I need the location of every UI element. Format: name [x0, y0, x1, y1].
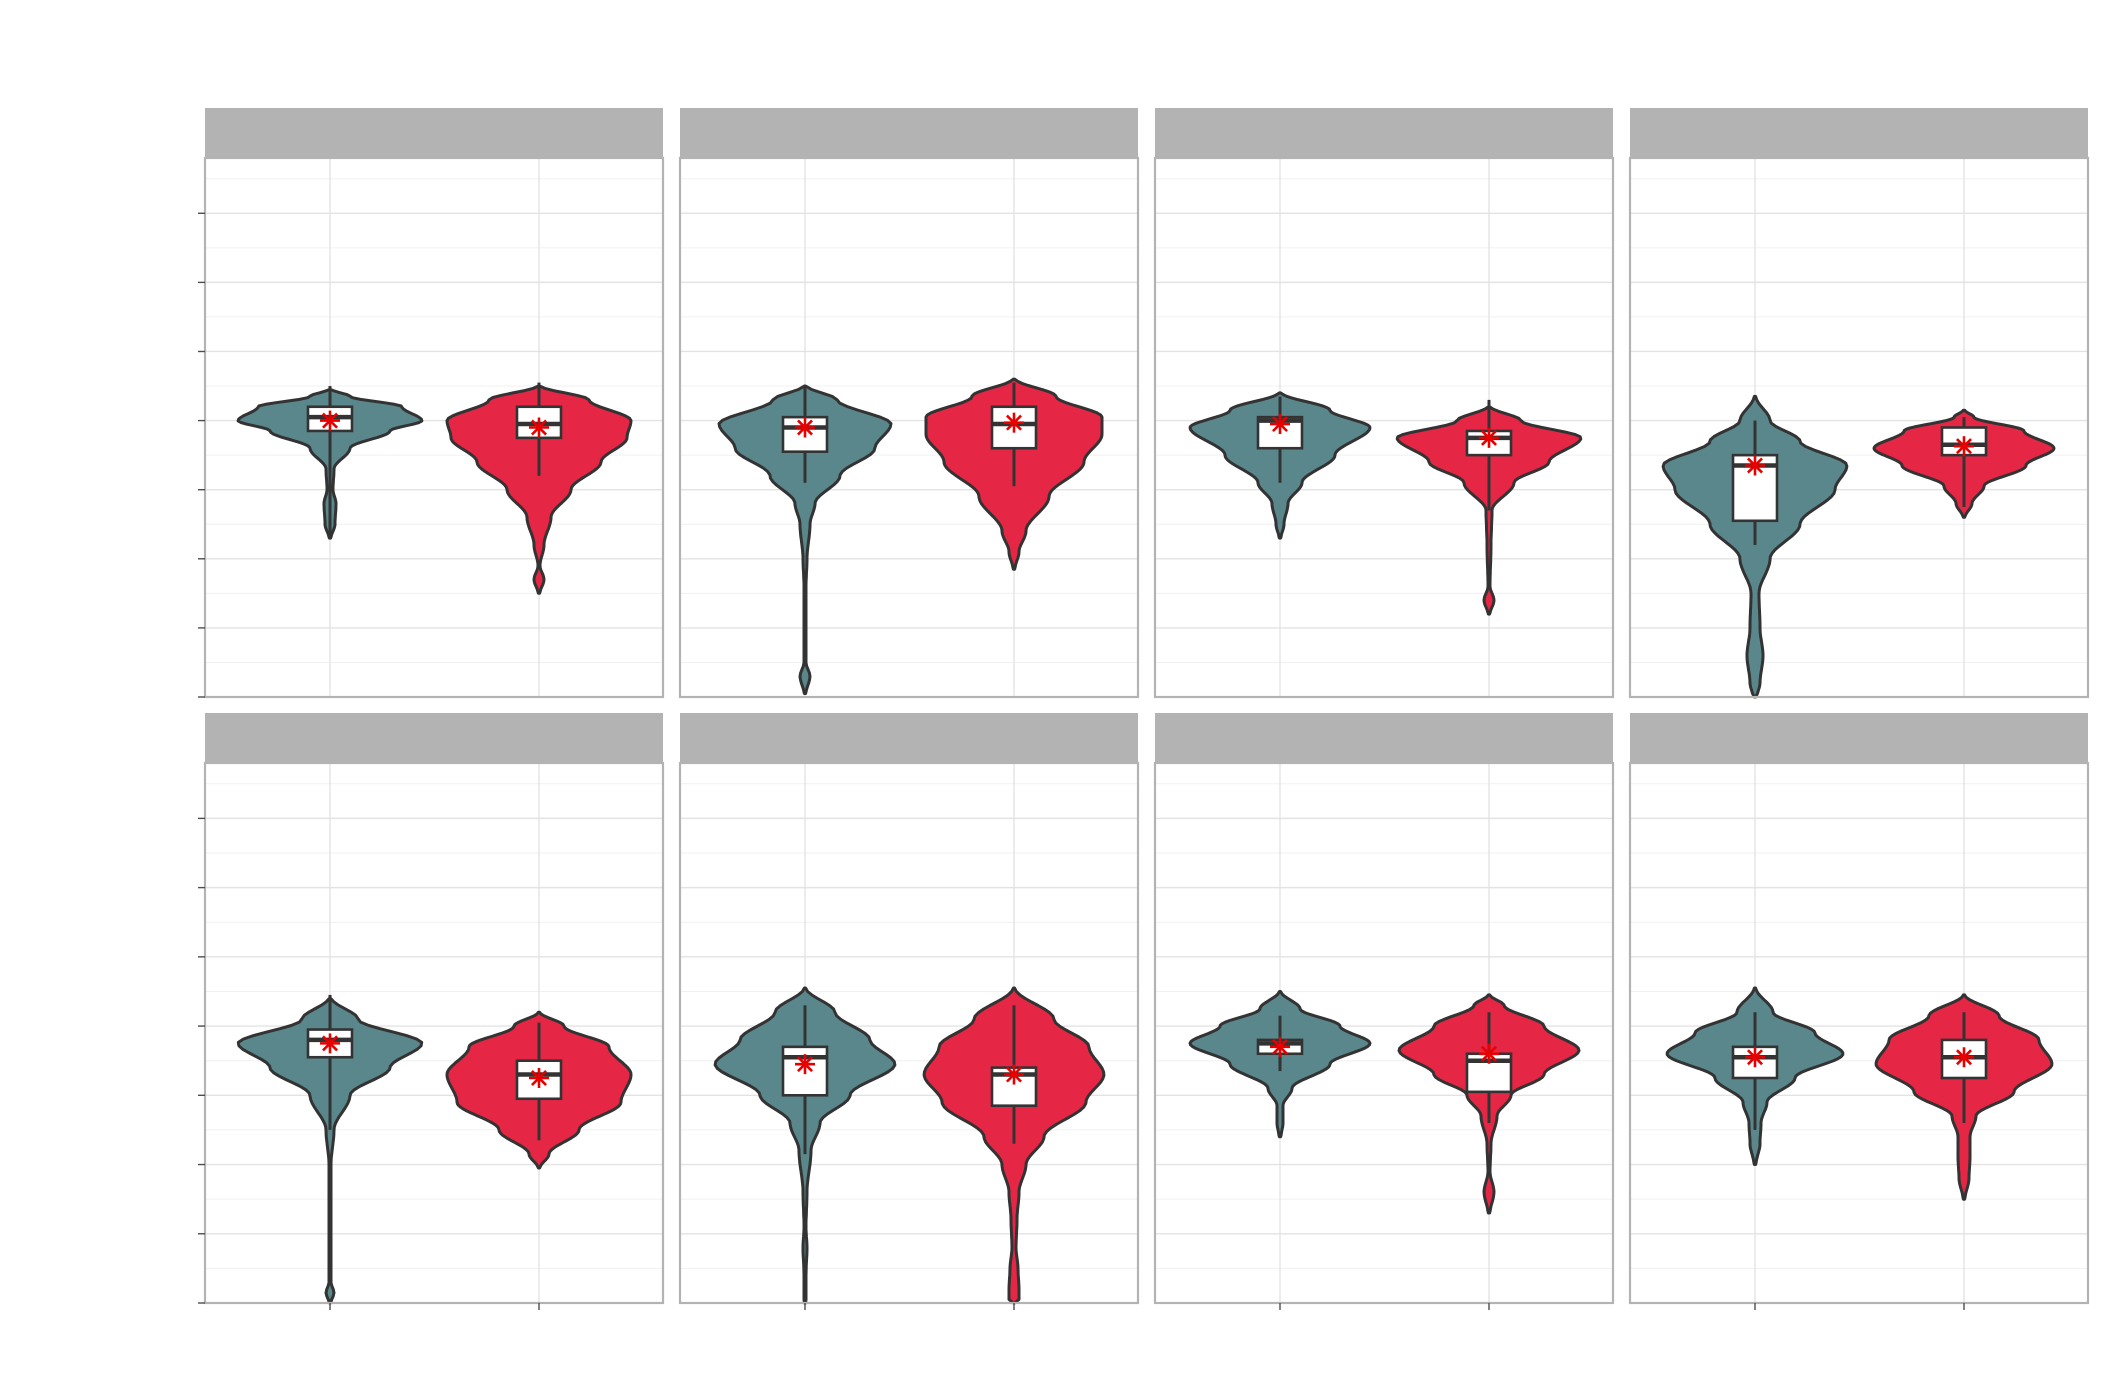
facet-strip: [680, 713, 1138, 763]
facet-panel: [198, 108, 663, 697]
mean-marker: [1954, 1047, 1974, 1067]
facet-strip: [1630, 713, 2088, 763]
mean-marker: [795, 418, 815, 438]
mean-marker: [795, 1054, 815, 1074]
facet-strip: [205, 108, 663, 158]
facet-panel: [198, 713, 663, 1310]
facet-strip: [1630, 108, 2088, 158]
mean-marker: [1745, 456, 1765, 476]
facet-strip: [680, 108, 1138, 158]
facet-panel: [1155, 108, 1613, 697]
facet-panel: [1155, 713, 1613, 1310]
facet-panel: [1630, 713, 2088, 1310]
mean-marker: [529, 1068, 549, 1088]
mean-marker: [1270, 1037, 1290, 1057]
mean-marker: [1745, 1047, 1765, 1067]
mean-marker: [320, 1033, 340, 1053]
mean-marker: [1004, 1065, 1024, 1085]
mean-marker: [1954, 436, 1974, 456]
facet-panel: [680, 108, 1138, 697]
facet-panel: [1630, 108, 2088, 697]
mean-marker: [1270, 414, 1290, 434]
mean-marker: [529, 418, 549, 438]
facet-strip: [205, 713, 663, 763]
mean-marker: [1479, 428, 1499, 448]
mean-marker: [320, 411, 340, 431]
facet-panel: [680, 713, 1138, 1310]
mean-marker: [1004, 413, 1024, 433]
facet-strip: [1155, 108, 1613, 158]
mean-marker: [1479, 1044, 1499, 1064]
facet-strip: [1155, 713, 1613, 763]
